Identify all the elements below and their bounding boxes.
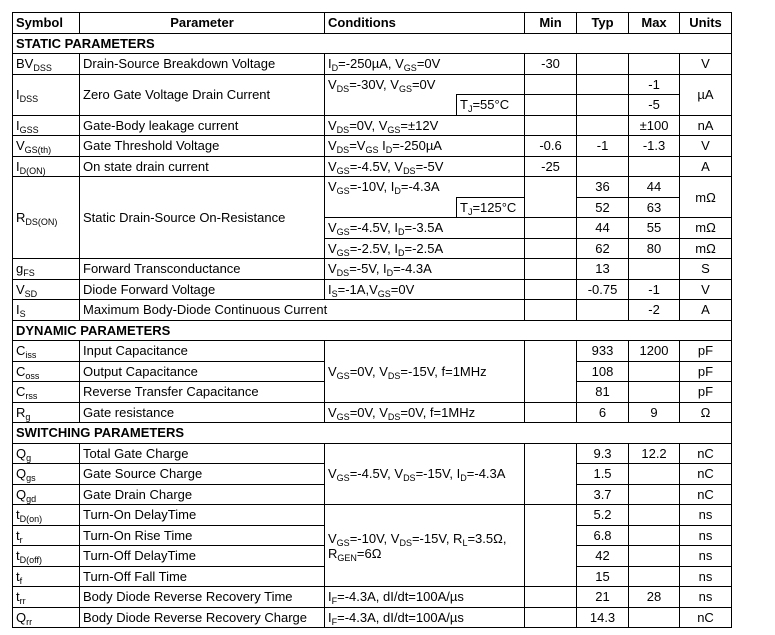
typ-cell bbox=[577, 156, 629, 177]
header-units: Units bbox=[680, 13, 732, 34]
symbol-cell: $C_{iss}$ bbox=[13, 341, 80, 362]
max-cell: 1200 bbox=[629, 341, 680, 362]
unit-cell: pF bbox=[680, 382, 732, 403]
unit-cell: S bbox=[680, 259, 732, 280]
typ-cell: 52 bbox=[577, 197, 629, 218]
typ-cell: 14.3 bbox=[577, 607, 629, 628]
parameter-cell: Gate Source Charge bbox=[80, 464, 325, 485]
typ-cell: 42 bbox=[577, 546, 629, 567]
unit-cell: mΩ bbox=[680, 238, 732, 259]
max-cell: -5 bbox=[629, 95, 680, 116]
typ-cell: -0.75 bbox=[577, 279, 629, 300]
condition-cell: $V_{GS}=-4.5V$, $V_{DS}=-15V$, $I_D=-4.3A$ bbox=[325, 443, 525, 505]
condition-cell: $V_{DS}=-30V$, $V_{GS}=0V$ bbox=[325, 74, 525, 95]
typ-cell: 9.3 bbox=[577, 443, 629, 464]
symbol-cell: $I_{GSS}$ bbox=[13, 115, 80, 136]
typ-cell: 36 bbox=[577, 177, 629, 198]
symbol-cell: $I_S$ bbox=[13, 300, 80, 321]
parameter-cell: Gate resistance bbox=[80, 402, 325, 423]
table-row bbox=[13, 115, 732, 136]
condition-cell: $I_S=-1A,V_{GS}=0V$ bbox=[325, 279, 525, 300]
condition-tj-cell: $T_J=55^\circ C$ bbox=[457, 95, 525, 116]
table-row bbox=[13, 54, 732, 75]
section-dynamic: DYNAMIC PARAMETERS bbox=[13, 320, 732, 341]
max-cell bbox=[629, 464, 680, 485]
max-cell: -1 bbox=[629, 74, 680, 95]
min-cell bbox=[525, 238, 577, 259]
max-cell bbox=[629, 505, 680, 526]
min-cell bbox=[525, 341, 577, 403]
parameter-cell: Total Gate Charge bbox=[80, 443, 325, 464]
typ-cell: 933 bbox=[577, 341, 629, 362]
condition-tj-cell: $T_J=125^\circ C$ bbox=[457, 197, 525, 218]
unit-cell: nA bbox=[680, 115, 732, 136]
table-row bbox=[13, 259, 732, 280]
max-cell bbox=[629, 382, 680, 403]
max-cell: 63 bbox=[629, 197, 680, 218]
header-min: Min bbox=[525, 13, 577, 34]
typ-cell: 13 bbox=[577, 259, 629, 280]
symbol-cell: $I_{D(ON)}$ bbox=[13, 156, 80, 177]
parameter-cell: Gate Drain Charge bbox=[80, 484, 325, 505]
symbol-cell: $t_r$ bbox=[13, 525, 80, 546]
max-cell: 80 bbox=[629, 238, 680, 259]
spec-table-wrapper bbox=[12, 12, 732, 628]
typ-cell: 44 bbox=[577, 218, 629, 239]
typ-cell: 6.8 bbox=[577, 525, 629, 546]
max-cell bbox=[629, 546, 680, 567]
section-static: STATIC PARAMETERS bbox=[13, 33, 732, 54]
section-row bbox=[13, 33, 732, 54]
table-row bbox=[13, 74, 732, 95]
condition-cell: $I_F=-4.3A$, dI/dt=100A/µs bbox=[325, 587, 525, 608]
unit-cell: V bbox=[680, 136, 732, 157]
min-cell: -0.6 bbox=[525, 136, 577, 157]
symbol-cell: $Q_g$ bbox=[13, 443, 80, 464]
condition-blank-cell bbox=[325, 95, 457, 116]
typ-cell: 62 bbox=[577, 238, 629, 259]
symbol-cell: $Q_{gd}$ bbox=[13, 484, 80, 505]
table-row bbox=[13, 300, 732, 321]
symbol-cell: $t_f$ bbox=[13, 566, 80, 587]
max-cell bbox=[629, 156, 680, 177]
parameter-cell: Turn-On DelayTime bbox=[80, 505, 325, 526]
table-row bbox=[13, 341, 732, 362]
symbol-cell: $Q_{rr}$ bbox=[13, 607, 80, 628]
unit-cell: Ω bbox=[680, 402, 732, 423]
header-max: Max bbox=[629, 13, 680, 34]
condition-cell: $V_{GS}=-4.5V$, $I_D=-3.5A$ bbox=[325, 218, 525, 239]
typ-cell: 81 bbox=[577, 382, 629, 403]
max-cell: 44 bbox=[629, 177, 680, 198]
max-cell: 55 bbox=[629, 218, 680, 239]
parameter-cell: Static Drain-Source On-Resistance bbox=[80, 177, 325, 259]
min-cell bbox=[525, 505, 577, 587]
unit-cell: pF bbox=[680, 341, 732, 362]
min-cell bbox=[525, 115, 577, 136]
condition-cell: $V_{GS}=0V$, $V_{DS}=0V$, f=1MHz bbox=[325, 402, 525, 423]
max-cell bbox=[629, 484, 680, 505]
unit-cell: nC bbox=[680, 464, 732, 485]
min-cell bbox=[525, 177, 577, 218]
typ-cell bbox=[577, 74, 629, 95]
condition-cell: $V_{DS}=-5V$, $I_D=-4.3A$ bbox=[325, 259, 525, 280]
unit-cell: mΩ bbox=[680, 177, 732, 218]
parameter-cell: Drain-Source Breakdown Voltage bbox=[80, 54, 325, 75]
typ-cell: -1 bbox=[577, 136, 629, 157]
section-row bbox=[13, 423, 732, 444]
unit-cell: ns bbox=[680, 505, 732, 526]
parameter-cell: Output Capacitance bbox=[80, 361, 325, 382]
max-cell bbox=[629, 361, 680, 382]
parameter-cell: Gate-Body leakage current bbox=[80, 115, 325, 136]
min-cell bbox=[525, 259, 577, 280]
max-cell: ±100 bbox=[629, 115, 680, 136]
typ-cell: 1.5 bbox=[577, 464, 629, 485]
max-cell: -2 bbox=[629, 300, 680, 321]
symbol-cell: $C_{rss}$ bbox=[13, 382, 80, 403]
parameter-cell: Turn-Off Fall Time bbox=[80, 566, 325, 587]
condition-cell: $V_{DS}=V_{GS}$ $I_D=-250\mu A$ bbox=[325, 136, 525, 157]
table-row bbox=[13, 136, 732, 157]
parameter-cell: Reverse Transfer Capacitance bbox=[80, 382, 325, 403]
unit-cell: V bbox=[680, 54, 732, 75]
typ-cell: 108 bbox=[577, 361, 629, 382]
symbol-cell: $C_{oss}$ bbox=[13, 361, 80, 382]
min-cell bbox=[525, 218, 577, 239]
symbol-cell: $Q_{gs}$ bbox=[13, 464, 80, 485]
min-cell bbox=[525, 443, 577, 505]
typ-cell: 21 bbox=[577, 587, 629, 608]
unit-cell: pF bbox=[680, 361, 732, 382]
typ-cell bbox=[577, 115, 629, 136]
condition-cell: $V_{GS}=0V$, $V_{DS}=-15V$, f=1MHz bbox=[325, 341, 525, 403]
parameter-cell: Body Diode Reverse Recovery Charge bbox=[80, 607, 325, 628]
typ-cell: 15 bbox=[577, 566, 629, 587]
table-row bbox=[13, 443, 732, 464]
table-row bbox=[13, 607, 732, 628]
condition-cell: $I_F=-4.3A$, dI/dt=100A/µs bbox=[325, 607, 525, 628]
typ-cell: 3.7 bbox=[577, 484, 629, 505]
section-row bbox=[13, 320, 732, 341]
max-cell bbox=[629, 566, 680, 587]
condition-blank-cell bbox=[325, 197, 457, 218]
min-cell bbox=[525, 95, 577, 116]
symbol-cell: $R_g$ bbox=[13, 402, 80, 423]
unit-cell: nC bbox=[680, 607, 732, 628]
symbol-cell: $V_{GS(th)}$ bbox=[13, 136, 80, 157]
unit-cell: V bbox=[680, 279, 732, 300]
table-row bbox=[13, 505, 732, 526]
max-cell: 28 bbox=[629, 587, 680, 608]
table-row bbox=[13, 279, 732, 300]
symbol-cell: $t_{rr}$ bbox=[13, 587, 80, 608]
min-cell: -25 bbox=[525, 156, 577, 177]
unit-cell: ns bbox=[680, 587, 732, 608]
max-cell: 12.2 bbox=[629, 443, 680, 464]
header-conditions: Conditions bbox=[325, 13, 525, 34]
unit-cell: nC bbox=[680, 443, 732, 464]
symbol-cell: $V_{SD}$ bbox=[13, 279, 80, 300]
symbol-cell: $g_{FS}$ bbox=[13, 259, 80, 280]
min-cell bbox=[525, 607, 577, 628]
typ-cell bbox=[577, 95, 629, 116]
typ-cell: 5.2 bbox=[577, 505, 629, 526]
max-cell bbox=[629, 525, 680, 546]
max-cell bbox=[629, 259, 680, 280]
table-row bbox=[13, 156, 732, 177]
min-cell bbox=[525, 402, 577, 423]
max-cell bbox=[629, 54, 680, 75]
parameter-cell: Diode Forward Voltage bbox=[80, 279, 325, 300]
header-row bbox=[13, 13, 732, 34]
header-typ: Typ bbox=[577, 13, 629, 34]
min-cell bbox=[525, 300, 577, 321]
parameter-cell: Zero Gate Voltage Drain Current bbox=[80, 74, 325, 115]
max-cell: -1.3 bbox=[629, 136, 680, 157]
min-cell bbox=[525, 279, 577, 300]
parameter-cell: Turn-On Rise Time bbox=[80, 525, 325, 546]
symbol-cell: $R_{DS(ON)}$ bbox=[13, 177, 80, 259]
parameter-cell: Input Capacitance bbox=[80, 341, 325, 362]
unit-cell: ns bbox=[680, 525, 732, 546]
max-cell: -1 bbox=[629, 279, 680, 300]
symbol-cell: $t_{D(off)}$ bbox=[13, 546, 80, 567]
min-cell bbox=[525, 587, 577, 608]
unit-cell: ns bbox=[680, 566, 732, 587]
unit-cell: A bbox=[680, 156, 732, 177]
header-parameter: Parameter bbox=[80, 13, 325, 34]
typ-cell bbox=[577, 300, 629, 321]
table-row bbox=[13, 402, 732, 423]
condition-cell: $V_{GS}=-10V$, $I_D=-4.3A$ bbox=[325, 177, 525, 198]
parameter-cell: Turn-Off DelayTime bbox=[80, 546, 325, 567]
typ-cell bbox=[577, 54, 629, 75]
max-cell bbox=[629, 607, 680, 628]
unit-cell: ns bbox=[680, 546, 732, 567]
switching-condition-line2: $R_{GEN}=6\Omega$ bbox=[328, 545, 382, 563]
min-cell bbox=[525, 74, 577, 95]
parameter-cell: Forward Transconductance bbox=[80, 259, 325, 280]
symbol-cell: $t_{D(on)}$ bbox=[13, 505, 80, 526]
parameter-cell: Body Diode Reverse Recovery Time bbox=[80, 587, 325, 608]
min-cell: -30 bbox=[525, 54, 577, 75]
symbol-cell: $I_{DSS}$ bbox=[13, 74, 80, 115]
symbol-cell: $BV_{DSS}$ bbox=[13, 54, 80, 75]
unit-cell: nC bbox=[680, 484, 732, 505]
table-row bbox=[13, 177, 732, 198]
condition-cell: $I_D=-250\mu A$, $V_{GS}=0V$ bbox=[325, 54, 525, 75]
electrical-characteristics-table bbox=[12, 12, 732, 628]
max-cell: 9 bbox=[629, 402, 680, 423]
condition-cell: $V_{GS}=-4.5V$, $V_{DS}=-5V$ bbox=[325, 156, 525, 177]
table-row bbox=[13, 587, 732, 608]
parameter-cell: On state drain current bbox=[80, 156, 325, 177]
condition-cell bbox=[325, 505, 525, 587]
unit-cell: mΩ bbox=[680, 218, 732, 239]
switching-condition-line1: $V_{GS}=-10V$, $V_{DS}=-15V$, $R_L=3.5\Omega$, bbox=[328, 530, 507, 548]
parameter-cell: Gate Threshold Voltage bbox=[80, 136, 325, 157]
parameter-cell: Maximum Body-Diode Continuous Current bbox=[80, 300, 525, 321]
condition-cell: $V_{DS}=0V$, $V_{GS}=\pm 12V$ bbox=[325, 115, 525, 136]
condition-cell: $V_{GS}=-2.5V$, $I_D=-2.5A$ bbox=[325, 238, 525, 259]
typ-cell: 6 bbox=[577, 402, 629, 423]
unit-cell: µA bbox=[680, 74, 732, 115]
header-symbol: Symbol bbox=[13, 13, 80, 34]
unit-cell: A bbox=[680, 300, 732, 321]
section-switching: SWITCHING PARAMETERS bbox=[13, 423, 732, 444]
